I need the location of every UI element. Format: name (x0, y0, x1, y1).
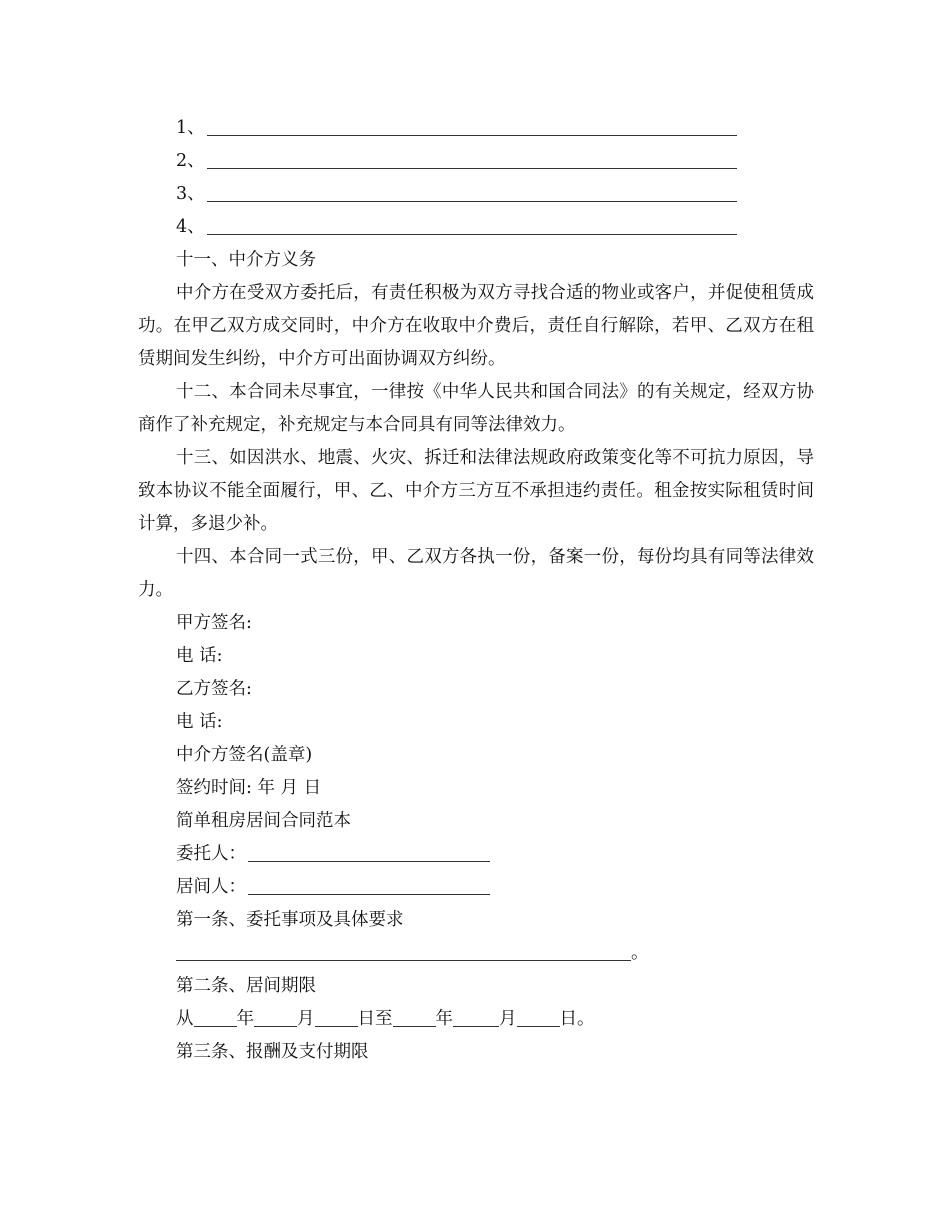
fill-in-line[interactable] (207, 115, 737, 136)
section-14: 十四、本合同一式三份，甲、乙双方各执一份，备案一份，每份均具有同等法律效力。 (138, 547, 814, 600)
numbered-blank-label: 2、 (176, 151, 205, 171)
numbered-blank-label: 3、 (176, 184, 205, 204)
end-day-field[interactable] (517, 1006, 560, 1027)
numbered-blank-2 (138, 145, 814, 178)
party-b-phone: 电 话: (176, 712, 223, 732)
section-11-heading: 十一、中介方义务 (176, 250, 316, 270)
signing-date: 签约时间: 年 月 日 (176, 778, 322, 798)
period-year-2: 年 (435, 1009, 453, 1029)
start-month-field[interactable] (254, 1006, 297, 1027)
start-year-field[interactable] (194, 1006, 237, 1027)
article-1-fill-row (138, 937, 814, 970)
period-month-1: 月 (297, 1009, 315, 1029)
client-fill-line[interactable] (248, 841, 490, 862)
party-a-signature: 甲方签名: (176, 613, 252, 633)
period-row (138, 1003, 814, 1036)
party-b-signature: 乙方签名: (176, 679, 252, 699)
numbered-blank-3 (138, 178, 814, 211)
document-page (138, 112, 814, 1069)
numbered-blank-1 (138, 112, 814, 145)
broker-label: 居间人： (176, 877, 246, 897)
period-day-end: 日。 (559, 1009, 595, 1029)
section-13: 十三、如因洪水、地震、火灾、拆迁和法律法规政府政策变化等不可抗力原因，导致本协议不能全面履行，甲、乙、中介方三方互不承担违约责任。租金按实际租赁时间计算，多退少补。 (138, 448, 814, 534)
client-row (138, 838, 814, 871)
broker-fill-line[interactable] (248, 874, 490, 895)
client-label: 委托人： (176, 844, 246, 864)
article-1-period: 。 (631, 943, 649, 963)
article-1-heading: 第一条、委托事项及具体要求 (176, 910, 404, 930)
numbered-blank-label: 1、 (176, 118, 205, 138)
numbered-blank-label: 4、 (176, 217, 205, 237)
fill-in-line[interactable] (207, 181, 737, 202)
article-2-heading: 第二条、居间期限 (176, 976, 316, 996)
broker-row (138, 871, 814, 904)
period-month-2: 月 (499, 1009, 517, 1029)
end-month-field[interactable] (453, 1006, 499, 1027)
article-1-fill-line[interactable] (176, 940, 631, 961)
party-a-phone: 电 话: (176, 646, 223, 666)
period-from: 从 (176, 1009, 194, 1029)
numbered-blank-4 (138, 211, 814, 244)
article-3-heading: 第三条、报酬及支付期限 (176, 1042, 369, 1062)
section-11-body: 中介方在受双方委托后，有责任积极为双方寻找合适的物业或客户，并促使租赁成功。在甲乙双方成交同时，中介方在收取中介费后，责任自行解除，若甲、乙双方在租赁期间发生纠纷，中介方可出面协调双方纠纷。 (138, 283, 814, 369)
period-year-1: 年 (236, 1009, 254, 1029)
end-year-field[interactable] (393, 1006, 436, 1027)
template-title: 简单租房居间合同范本 (176, 811, 351, 831)
start-day-field[interactable] (315, 1006, 358, 1027)
agent-signature: 中介方签名(盖章) (176, 745, 313, 765)
section-12: 十二、本合同未尽事宜，一律按《中华人民共和国合同法》的有关规定，经双方协商作了补充规定，补充规定与本合同具有同等法律效力。 (138, 382, 814, 435)
fill-in-line[interactable] (207, 148, 737, 169)
fill-in-line[interactable] (207, 214, 737, 235)
period-day-to: 日至 (357, 1009, 393, 1029)
